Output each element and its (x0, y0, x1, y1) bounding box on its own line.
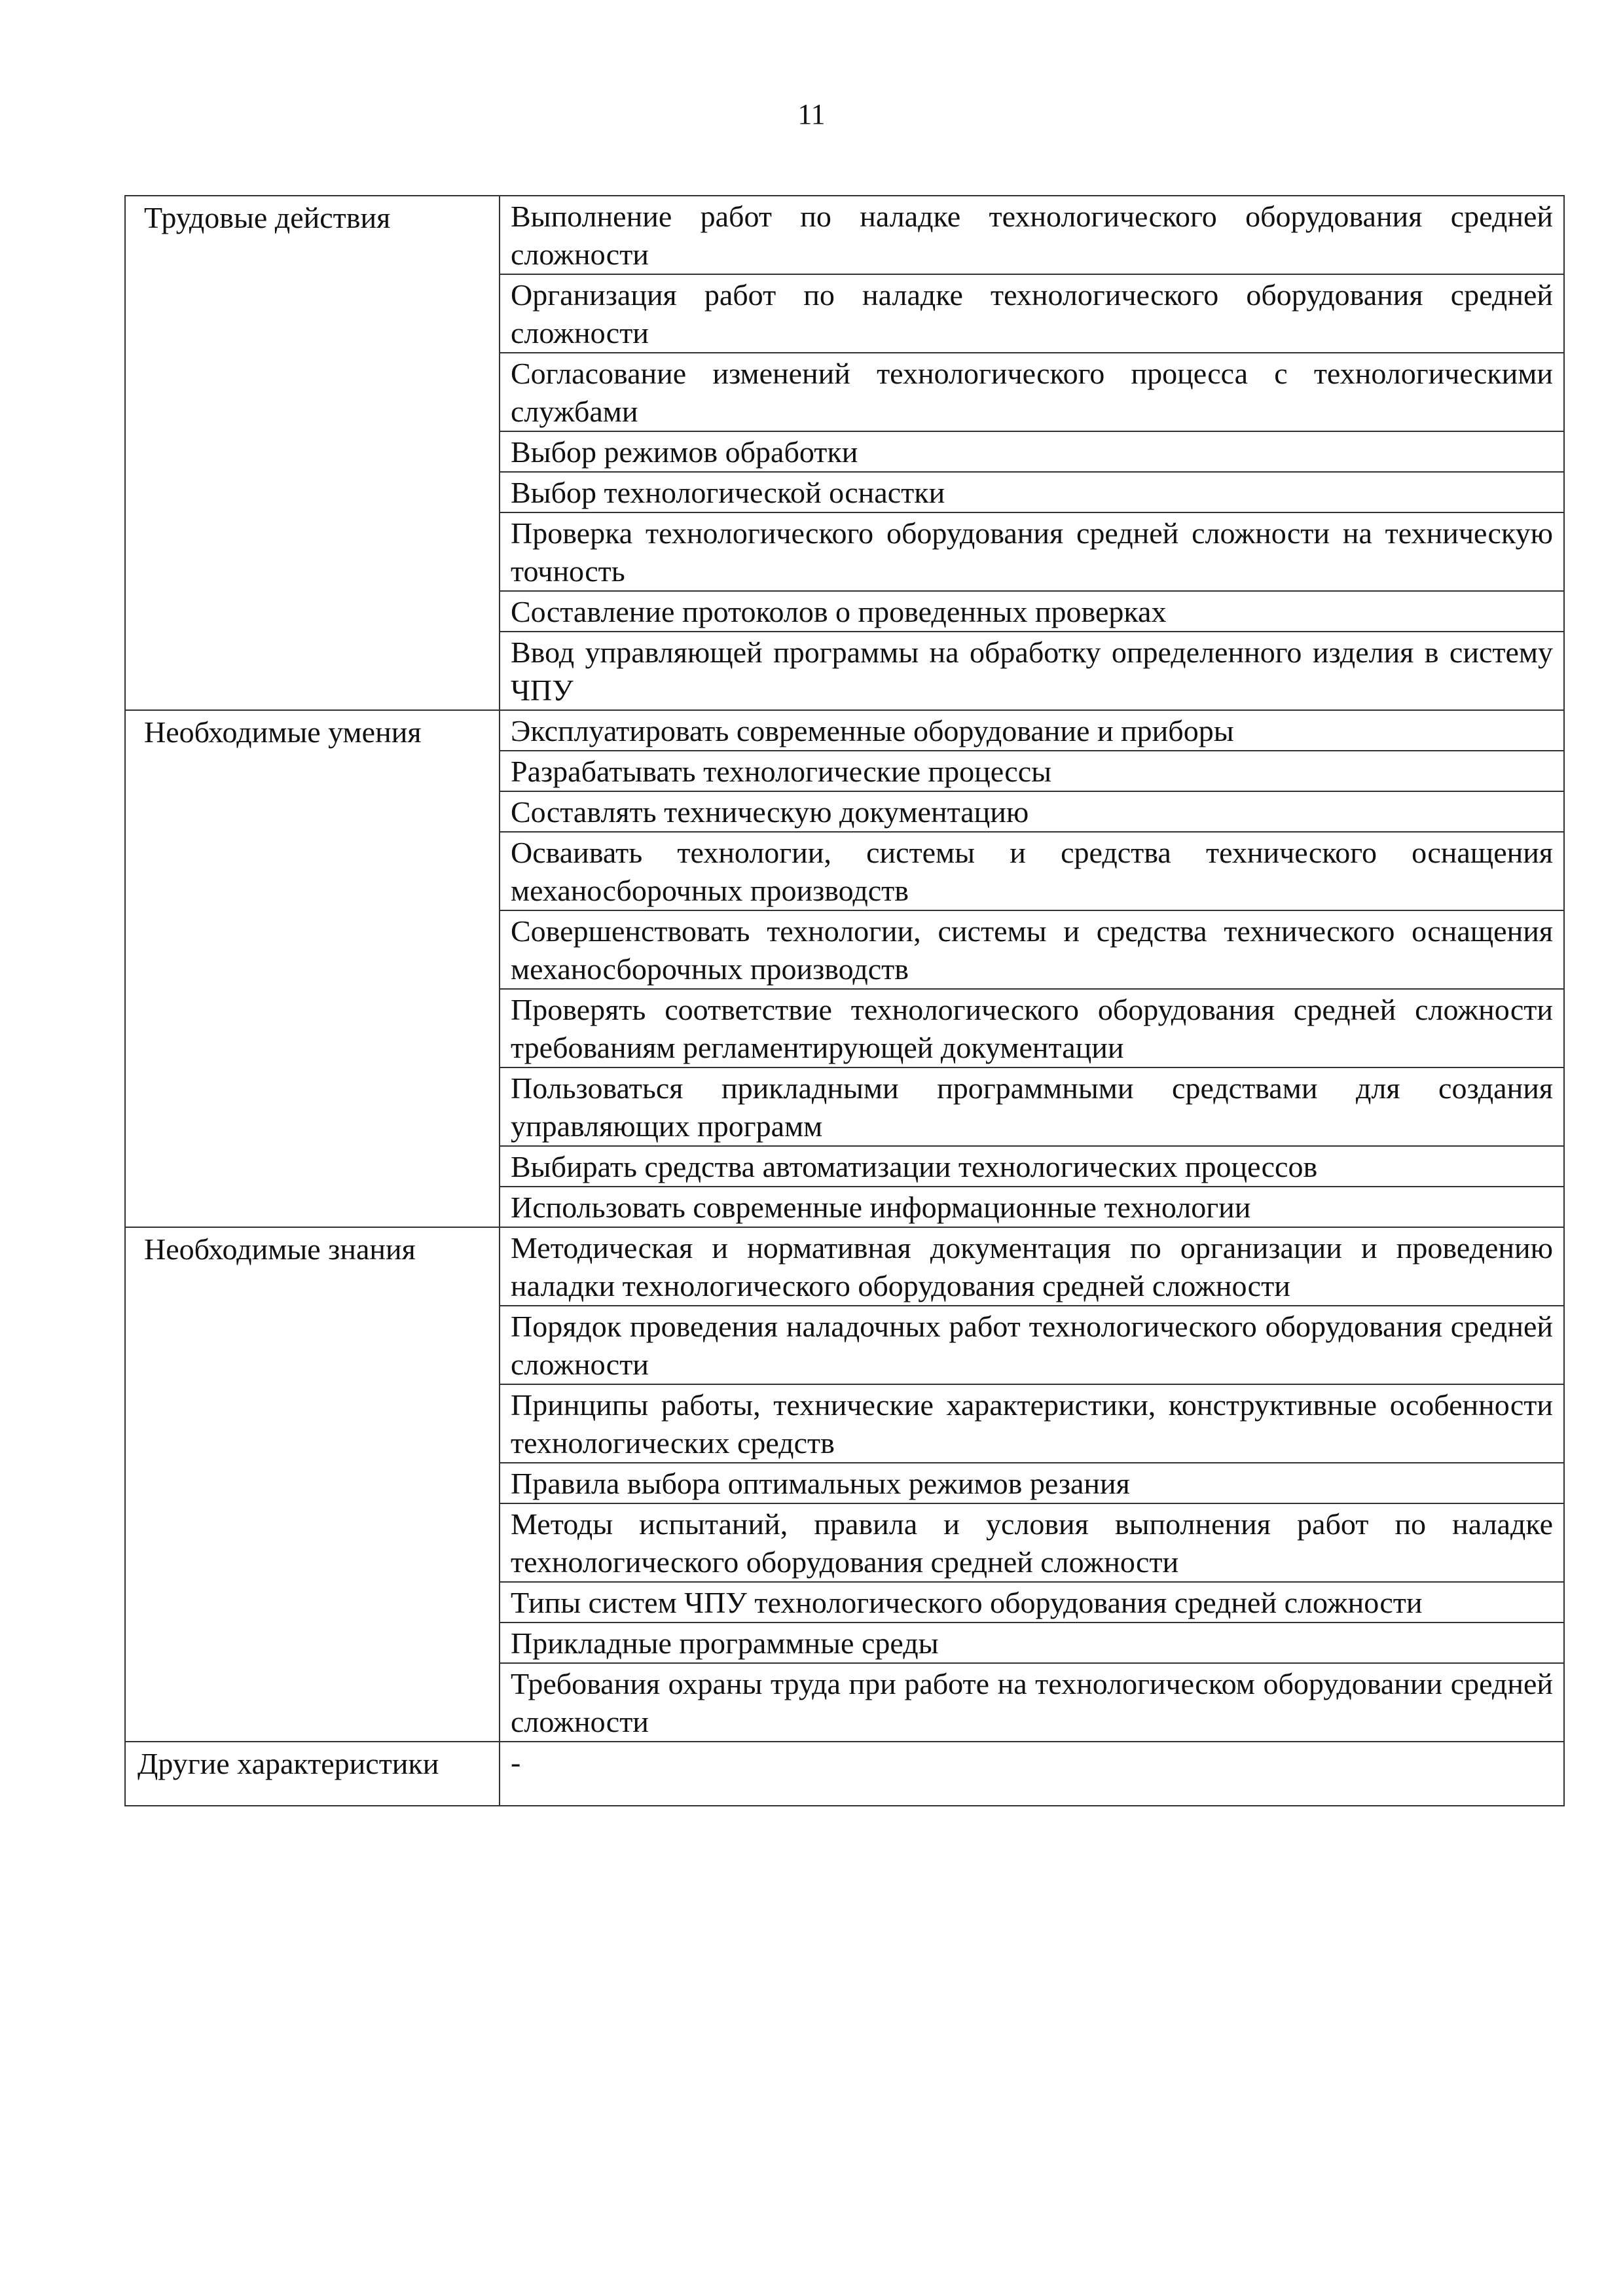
table-row (125, 1742, 1564, 1806)
list-item: Выполнение работ по наладке технологического оборудования средней сложности (500, 196, 1564, 274)
section-label-required-knowledge: Необходимые знания (125, 1227, 500, 1742)
list-item: Разрабатывать технологические процессы (500, 751, 1564, 791)
table-row (125, 710, 1564, 751)
list-item: Порядок проведения наладочных работ технологического оборудования средней сложности (500, 1306, 1564, 1384)
list-item: Требования охраны труда при работе на технологическом оборудовании средней сложности (500, 1663, 1564, 1742)
list-item: Совершенствовать технологии, системы и средства технического оснащения механосборочных производств (500, 910, 1564, 989)
list-item: Ввод управляющей программы на обработку определенного изделия в систему ЧПУ (500, 632, 1564, 710)
section-label-labor-actions: Трудовые действия (125, 196, 500, 710)
list-item: Пользоваться прикладными программными средствами для создания управляющих программ (500, 1067, 1564, 1146)
list-item: Прикладные программные среды (500, 1623, 1564, 1663)
list-item: Принципы работы, технические характеристики, конструктивные особенности технологических средств (500, 1384, 1564, 1463)
table-row (125, 1227, 1564, 1306)
list-item: Проверка технологического оборудования средней сложности на техническую точность (500, 512, 1564, 591)
section-label-other-characteristics: Другие характеристики (125, 1742, 500, 1806)
list-item: Типы систем ЧПУ технологического оборудования средней сложности (500, 1582, 1564, 1623)
list-item: Эксплуатировать современные оборудование и приборы (500, 710, 1564, 751)
characteristics-table (124, 195, 1565, 1806)
list-item: Выбор режимов обработки (500, 431, 1564, 472)
table-row (125, 196, 1564, 274)
list-item: Осваивать технологии, системы и средства технического оснащения механосборочных производств (500, 832, 1564, 910)
list-item: Составление протоколов о проведенных проверках (500, 591, 1564, 632)
list-item: Согласование изменений технологического процесса с технологическими службами (500, 353, 1564, 431)
list-item: Правила выбора оптимальных режимов резания (500, 1463, 1564, 1503)
list-item: Методическая и нормативная документация по организации и проведению наладки технологического оборудования средней сложности (500, 1227, 1564, 1306)
list-item: Методы испытаний, правила и условия выполнения работ по наладке технологического оборудования средней сложности (500, 1503, 1564, 1582)
section-label-required-skills: Необходимые умения (125, 710, 500, 1227)
list-item: Выбор технологической оснастки (500, 472, 1564, 512)
list-item: Составлять техническую документацию (500, 791, 1564, 832)
list-item: Использовать современные информационные технологии (500, 1187, 1564, 1227)
page-number: 11 (797, 98, 826, 130)
other-characteristics-value: - (500, 1742, 1564, 1806)
list-item: Организация работ по наладке технологического оборудования средней сложности (500, 274, 1564, 353)
list-item: Проверять соответствие технологического оборудования средней сложности требованиям регламентирующей документации (500, 989, 1564, 1067)
list-item: Выбирать средства автоматизации технологических процессов (500, 1146, 1564, 1187)
